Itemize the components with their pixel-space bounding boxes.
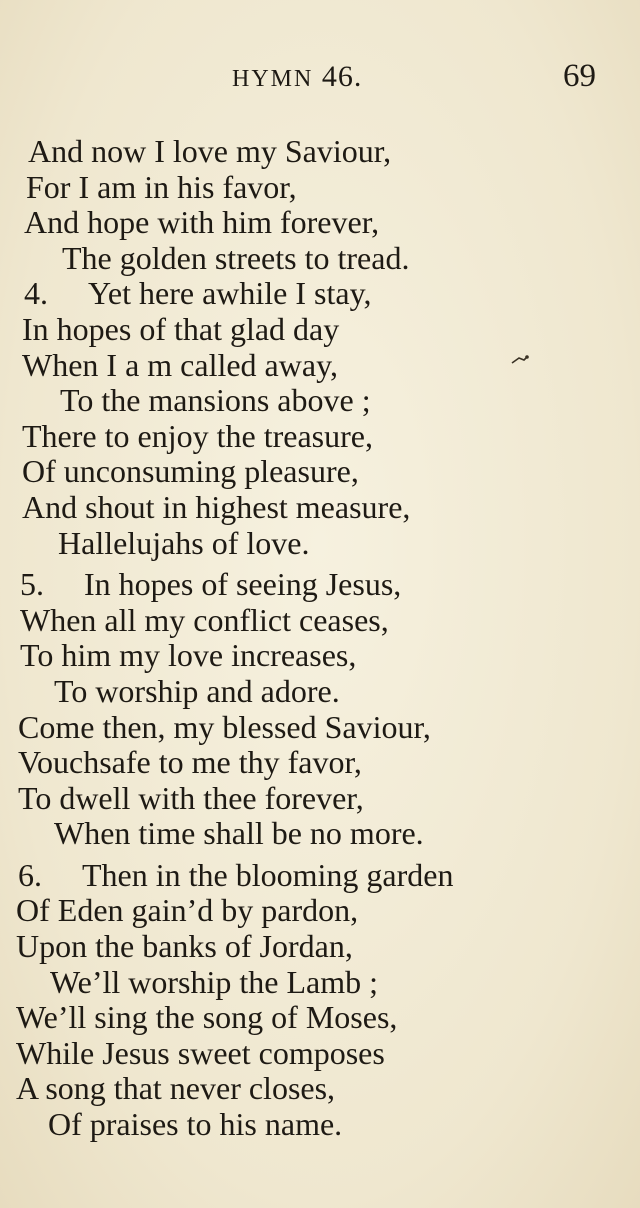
verse-line: Hallelujahs of love. (58, 524, 310, 561)
stanza-3-continued (0, 134, 640, 276)
verse-line: The golden streets to tread. (62, 239, 410, 276)
verse-line: When time shall be no more. (54, 815, 424, 852)
verse-line: A song that never closes, (16, 1070, 336, 1107)
verse-line: Vouchsafe to me thy favor, (18, 744, 362, 781)
verse-text: In hopes of seeing Jesus, (84, 566, 402, 603)
verse-line: In hopes of that glad day (22, 310, 340, 347)
verse-line: When I a m called away, (22, 346, 338, 383)
verse-line: While Jesus sweet composes (16, 1034, 385, 1071)
stanza-5 (0, 567, 640, 852)
verse-line: Of unconsuming pleasure, (22, 453, 359, 490)
ink-blot-icon (510, 354, 530, 366)
verse-line: Of Eden gain’d by pardon, (16, 892, 359, 929)
verse-line: When all my conflict ceases, (20, 601, 389, 638)
verse-line (0, 276, 640, 312)
verse-line: Of praises to his name. (48, 1106, 343, 1143)
verse-line: We’ll sing the song of Moses, (16, 999, 398, 1036)
verse-line: And hope with him forever, (24, 204, 380, 241)
stanza-number: 5. (20, 566, 44, 603)
verse-line (0, 858, 640, 894)
verse-line: To dwell with thee forever, (18, 779, 364, 816)
page-number: 69 (563, 58, 596, 94)
verse-line: To worship and adore. (54, 672, 340, 709)
verse-line: To him my love increases, (20, 637, 357, 674)
verse-text: Then in the blooming garden (82, 856, 454, 893)
stanza-number: 6. (18, 856, 42, 893)
verse-line: Upon the banks of Jordan, (16, 928, 353, 965)
hymn-label: HYMN (232, 66, 314, 92)
verse-line: Come then, my blessed Saviour, (18, 708, 431, 745)
verse-line: We’ll worship the Lamb ; (50, 963, 379, 1000)
verse-line: For I am in his favor, (26, 168, 297, 205)
hymn-number: 46. (321, 60, 363, 93)
stanza-number: 4. (24, 275, 48, 312)
verse-line: And shout in highest measure, (22, 488, 411, 525)
stanza-4 (0, 276, 640, 561)
hymn-body (0, 134, 640, 1143)
stanza-6 (0, 858, 640, 1143)
verse-line: To the mansions above ; (60, 382, 371, 419)
verse-line (0, 567, 640, 603)
verse-line: And now I love my Saviour, (28, 133, 392, 169)
running-header (232, 62, 362, 92)
verse-text: Yet here awhile I stay, (88, 275, 372, 312)
verse-line: There to enjoy the treasure, (22, 417, 373, 454)
